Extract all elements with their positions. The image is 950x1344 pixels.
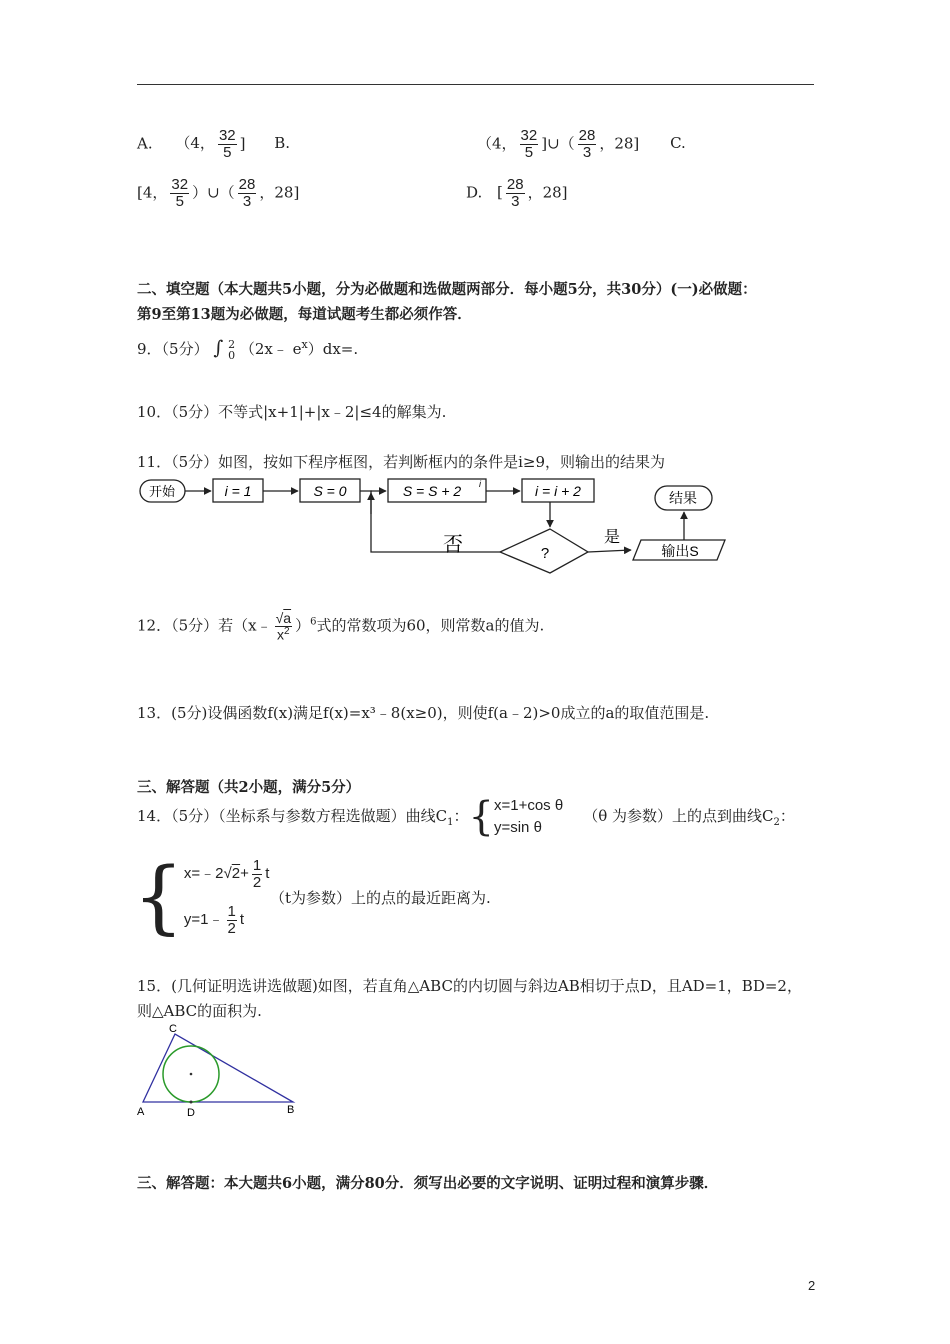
question-15-line1: 15．(几何证明选讲选做题)如图，若直角△ABC的内切圆与斜边AB相切于点D，且AD=1，BD=2， — [137, 977, 802, 995]
fraction: $\frac{32}{5}$ — [520, 127, 538, 161]
question-13: 13．(5分)设偶函数f(x)满足f(x)=x³﹣8(x≥0)，则使f(a﹣2)>0成立的a的取值范围是. — [137, 704, 710, 722]
end-label: 结果 — [669, 490, 697, 506]
flowchart — [135, 474, 735, 574]
option-d: D. [ $\frac{28}{3}$ ，28] — [466, 176, 568, 210]
fraction: $\frac{28}{3}$ — [238, 176, 256, 210]
incircle-center — [190, 1073, 193, 1076]
section-heading-answers-1: 三、解答题（共2小题，满分5分） — [137, 779, 361, 796]
option-c: [4， $\frac{32}{5}$ ）∪（ $\frac{28}{3}$ ，28] — [137, 176, 300, 210]
accumulate-exp: i — [479, 479, 481, 489]
section-heading-answers-2: 三、解答题：本大题共6小题，满分80分．须写出必要的文字说明、证明过程和演算步骤． — [137, 1175, 719, 1192]
increment-label: i = i + 2 — [535, 483, 581, 499]
integral-limits: 2 0 — [228, 338, 236, 362]
brace: { — [468, 794, 494, 840]
label-d: D — [187, 1107, 195, 1119]
label-a: A — [137, 1106, 145, 1118]
question-14-tail: （t为参数）上的点的最近距离为. — [270, 889, 491, 907]
fraction: $\frac{32}{5}$ — [218, 127, 236, 161]
no-label: 否 — [443, 534, 463, 556]
question-11: 11．（5分）如图，按如下程序框图，若判断框内的条件是i≥9，则输出的结果为 — [137, 453, 666, 471]
header-rule — [137, 84, 814, 85]
fraction: $\frac{32}{5}$ — [171, 176, 189, 210]
triangle-figure — [133, 1022, 308, 1122]
init-i-label: i = 1 — [224, 483, 252, 499]
fraction-sqrt-a-over-x2: $\frac{√a}{x^2}$ — [275, 610, 292, 643]
question-15-line2: 则△ABC的面积为. — [137, 1002, 262, 1020]
yes-label: 是 — [603, 529, 621, 546]
curve-c2-system: { x=﹣2√2+ $\frac{1}{2}$ t y=1﹣ $\frac{1}{2}$ t — [133, 850, 270, 943]
section-heading-fill-in-2: 第9至第13题为必做题，每道试题考生都必须作答． — [137, 306, 472, 323]
question-12: 12．（5分）若（x﹣ $\frac{√a}{x^2}$ ）$^6$式的常数项为60，则常数a的值为. — [137, 610, 545, 643]
brace: { — [133, 850, 184, 943]
option-b: （4， $\frac{32}{5}$ ]∪（ $\frac{28}{3}$ ，28] C. — [477, 127, 686, 161]
page-number: 2 — [808, 1278, 816, 1293]
question-9: 9．（5分） ∫ 2 0 （2x﹣ $e^x)dx=$. — [137, 337, 359, 362]
curve-c1-system: x=1+cos θ y=sin θ — [493, 797, 564, 836]
question-14: 14．（5分）（坐标系与参数方程选做题）曲线$C_1$：{ x=1+cos θ y=sin θ （θ 为参数）上的点到曲线$C_2$： — [137, 794, 795, 840]
point-d — [190, 1101, 193, 1104]
output-label: 输出S — [661, 543, 699, 559]
label-b: B — [287, 1104, 295, 1116]
section-heading-fill-in: 二、填空题（本大题共5小题，分为必做题和选做题两部分．每小题5分，共30分）(一)必做题： — [137, 281, 757, 298]
init-s-label: S = 0 — [313, 483, 347, 499]
start-label: 开始 — [148, 484, 176, 499]
question-10: 10．（5分）不等式|x+1|+|x﹣2|≤4的解集为. — [137, 403, 447, 421]
accumulate-label: S = S + 2 — [402, 483, 462, 499]
fraction: $\frac{28}{3}$ — [578, 127, 596, 161]
decision-label: ? — [540, 545, 550, 562]
option-a: A. （4， $\frac{32}{5}$ ] B. — [137, 127, 291, 161]
fraction: $\frac{28}{3}$ — [506, 176, 524, 210]
label-c: C — [169, 1023, 177, 1035]
